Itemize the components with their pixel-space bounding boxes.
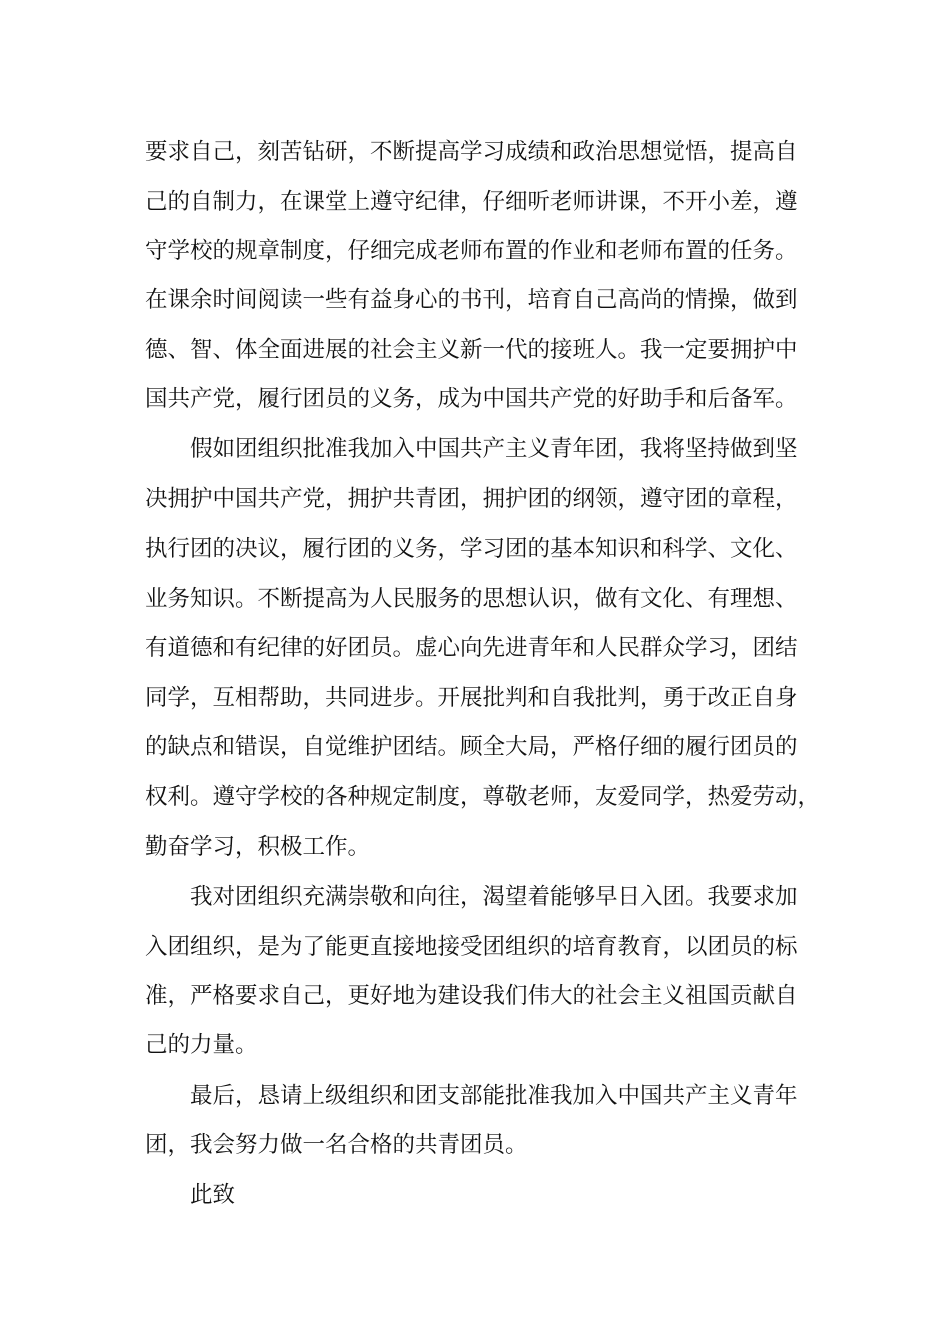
- text-line: 团，我会努力做一名合格的共青团员。: [145, 1132, 528, 1158]
- text-line: 准，严格要求自己，更好地为建设我们伟大的社会主义祖国贡献自: [145, 983, 798, 1009]
- text-line: 决拥护中国共产党，拥护共青团，拥护团的纲领，遵守团的章程，: [145, 486, 798, 512]
- text-line: 守学校的规章制度，仔细完成老师布置的作业和老师布置的任务。: [145, 238, 798, 264]
- text-line: 权利。遵守学校的各种规定制度，尊敬老师，友爱同学，热爱劳动，: [145, 784, 821, 810]
- text-line: 勤奋学习，积极工作。: [145, 834, 371, 860]
- text-line: 入团组织，是为了能更直接地接受团组织的培育教育，以团员的标: [145, 934, 798, 960]
- text-line: 执行团的决议，履行团的义务，学习团的基本知识和科学、文化、: [145, 536, 798, 562]
- paragraph-first-line: 假如团组织批准我加入中国共产主义青年团，我将坚持做到坚: [190, 436, 798, 462]
- text-line: 业务知识。不断提高为人民服务的思想认识，做有文化、有理想、: [145, 586, 798, 612]
- text-line: 有道德和有纪律的好团员。虚心向先进青年和人民群众学习，团结: [145, 635, 798, 661]
- text-line: 同学，互相帮助，共同进步。开展批判和自我批判，勇于改正自身: [145, 685, 798, 711]
- text-line: 要求自己，刻苦钻研，不断提高学习成绩和政治思想觉悟，提高自: [145, 139, 798, 165]
- text-line: 国共产党，履行团员的义务，成为中国共产党的好助手和后备军。: [145, 386, 798, 412]
- paragraph-first-line: 我对团组织充满崇敬和向往，渴望着能够早日入团。我要求加: [190, 884, 798, 910]
- text-line: 德、智、体全面进展的社会主义新一代的接班人。我一定要拥护中: [145, 337, 798, 363]
- text-line: 在课余时间阅读一些有益身心的书刊，培育自己高尚的情操，做到: [145, 287, 798, 313]
- paragraph-first-line: 最后，恳请上级组织和团支部能批准我加入中国共产主义青年: [190, 1083, 798, 1109]
- text-line: 己的力量。: [145, 1032, 258, 1058]
- text-line: 的缺点和错误，自觉维护团结。顾全大局，严格仔细的履行团员的: [145, 734, 798, 760]
- closing-salutation: 此致: [190, 1182, 236, 1208]
- text-line: 己的自制力，在课堂上遵守纪律，仔细听老师讲课，不开小差，遵: [145, 189, 798, 215]
